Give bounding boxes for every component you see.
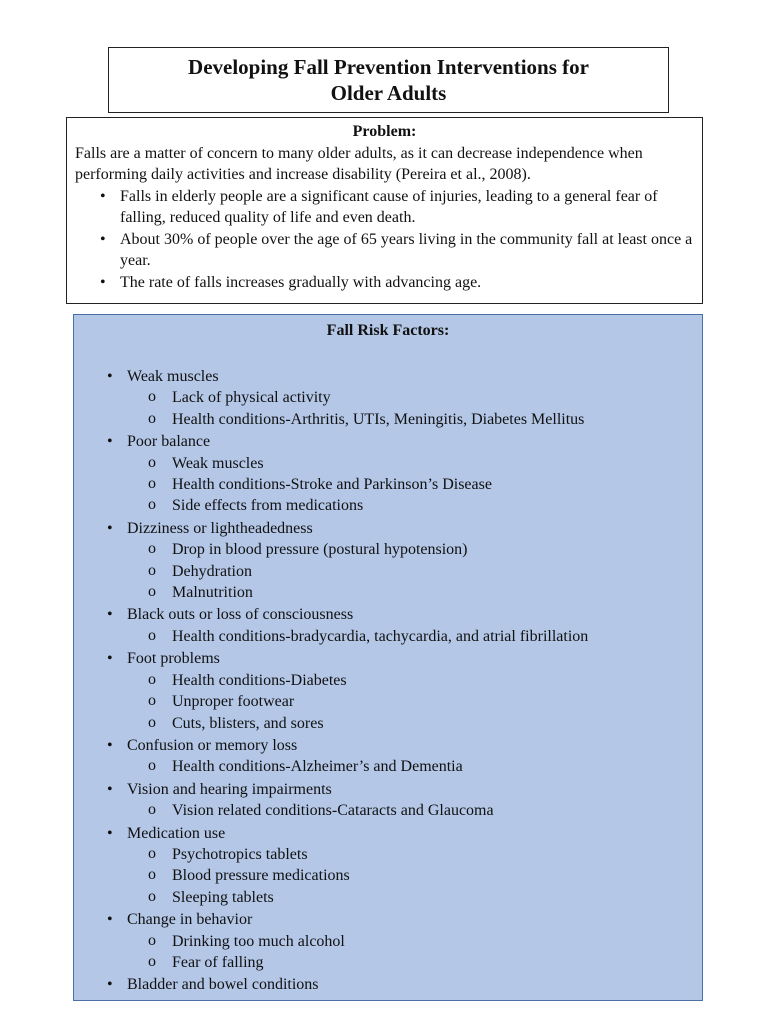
problem-bullet: • Falls in elderly people are a significant cause of injuries, leading to a general fear of falling, reduced quality of life and even death.: [120, 186, 694, 229]
page-title-line-2: Older Adults: [330, 81, 447, 105]
risk-factor-sub-item: o Health conditions-bradycardia, tachycardia, and atrial fibrillation: [172, 626, 692, 647]
risk-factor-sub-list: [127, 756, 692, 777]
risk-factor-label: Bladder and bowel conditions: [127, 976, 319, 994]
risk-factor-item: [107, 909, 692, 973]
risk-factor-label: Black outs or loss of consciousness: [127, 606, 354, 624]
risk-factors-section: [73, 314, 703, 1001]
risk-factor-sub-item: o Unproper footwear: [172, 691, 692, 712]
bullet-icon: •: [107, 976, 113, 994]
risk-factor-item: [107, 779, 692, 822]
risk-factor-sub-item: o Drop in blood pressure (postural hypotension): [172, 539, 692, 560]
risk-factor-sub-list: [127, 539, 692, 603]
risk-factor-sub-list: [127, 931, 692, 974]
problem-heading: Problem:: [352, 123, 417, 140]
risk-factor-item: [107, 431, 692, 517]
risk-factor-sub-item: o Weak muscles: [172, 453, 692, 474]
problem-bullet-list: [75, 186, 694, 294]
bullet-icon: •: [107, 606, 113, 624]
risk-factor-sub-item: o Psychotropics tablets: [172, 844, 692, 865]
bullet-icon: •: [107, 911, 113, 929]
bullet-icon: •: [107, 736, 113, 754]
risk-factor-label: Foot problems: [127, 650, 220, 668]
risk-factor-sub-item: o Health conditions-Alzheimer’s and Dementia: [172, 756, 692, 777]
risk-factor-item: [107, 366, 692, 430]
problem-section: [66, 117, 703, 304]
page-title-line-1: Developing Fall Prevention Interventions for: [188, 55, 589, 79]
risk-factor-sub-item: o Fear of falling: [172, 952, 692, 973]
risk-factor-label: Vision and hearing impairments: [127, 780, 332, 798]
bullet-icon: •: [107, 650, 113, 668]
risk-factor-sub-item: o Drinking too much alcohol: [172, 931, 692, 952]
bullet-icon: •: [107, 780, 113, 798]
bullet-icon: •: [107, 368, 113, 385]
risk-factor-label: Weak muscles: [127, 368, 219, 385]
risk-factor-sub-item: o Vision related conditions-Cataracts and Glaucoma: [172, 800, 692, 821]
bullet-icon: •: [107, 519, 113, 537]
risk-factor-item: [107, 604, 692, 647]
risk-factor-label: Confusion or memory loss: [127, 736, 298, 754]
risk-factor-item: [107, 823, 692, 909]
bullet-icon: •: [107, 824, 113, 842]
risk-factor-sub-list: [127, 387, 692, 430]
risk-factor-sub-item: o Sleeping tablets: [172, 887, 692, 908]
risk-factor-label: Poor balance: [127, 433, 211, 451]
risk-factor-sub-item: o Dehydration: [172, 561, 692, 582]
risk-factor-sub-item: o Blood pressure medications: [172, 865, 692, 886]
risk-factor-sub-item: o Health conditions-Diabetes: [172, 670, 692, 691]
risk-factor-label: Medication use: [127, 824, 226, 842]
risk-factor-sub-item: o Malnutrition: [172, 582, 692, 603]
risk-factor-sub-list: [127, 670, 692, 734]
risk-factor-label: Dizziness or lightheadedness: [127, 519, 313, 537]
risk-factor-item: [107, 735, 692, 778]
risk-factor-sub-item: o Health conditions-Stroke and Parkinson’s Disease: [172, 474, 692, 495]
risk-factor-sub-item: o Cuts, blisters, and sores: [172, 713, 692, 734]
bullet-icon: •: [107, 433, 113, 451]
risk-factor-sub-list: [127, 800, 692, 821]
risk-factors-list: [84, 366, 692, 996]
problem-bullet: • The rate of falls increases gradually with advancing age.: [120, 272, 694, 294]
risk-factor-sub-item: o Side effects from medications: [172, 495, 692, 516]
title-box: [108, 47, 669, 113]
risk-factor-item: [107, 518, 692, 604]
risk-factor-sub-item: o Lack of physical activity: [172, 387, 692, 408]
problem-intro: Falls are a matter of concern to many older adults, as it can decrease independence when performing daily activities and increase disability (Pereira et al., 2008).: [75, 144, 643, 183]
risk-factor-item: [107, 974, 692, 995]
risk-factors-heading: Fall Risk Factors:: [326, 322, 450, 339]
risk-factor-sub-list: [127, 453, 692, 517]
problem-bullet: • About 30% of people over the age of 65 years living in the community fall at least once a year.: [120, 229, 694, 272]
risk-factor-sub-item: o Health conditions-Arthritis, UTIs, Meningitis, Diabetes Mellitus: [172, 409, 692, 430]
risk-factor-sub-list: [127, 626, 692, 647]
risk-factor-item: [107, 648, 692, 734]
risk-factor-label: Change in behavior: [127, 911, 253, 929]
risk-factor-sub-list: [127, 844, 692, 908]
